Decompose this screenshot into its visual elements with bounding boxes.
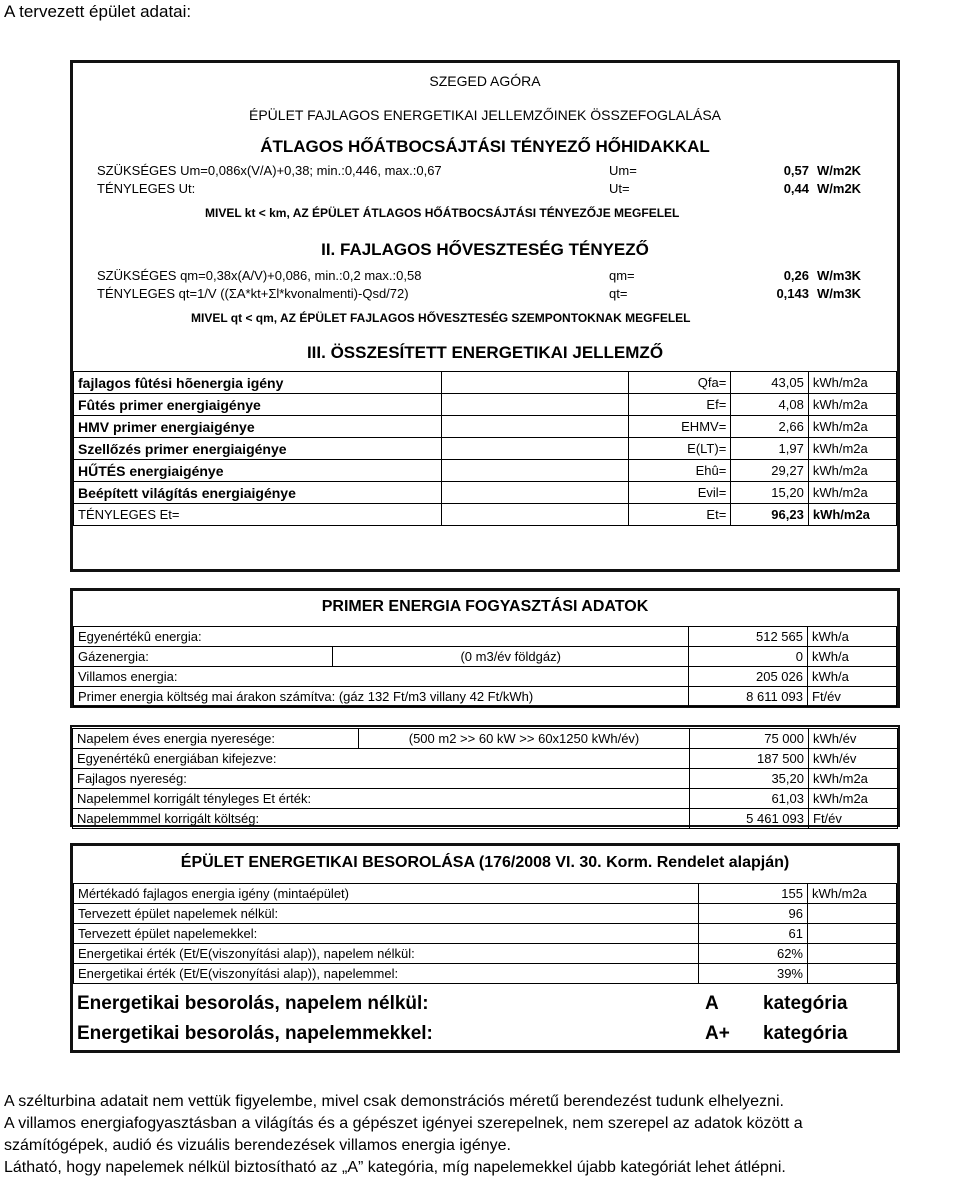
row-unit: kWh/m2a: [809, 769, 898, 789]
row-label: TÉNYLEGES Ut:: [97, 181, 196, 196]
row-unit: kWh/a: [808, 647, 897, 667]
row-label: SZÜKSÉGES qm=0,38x(A/V)+0,086, min.:0,2 max.:0,58: [97, 268, 422, 283]
energy-total-symbol: Et=: [629, 504, 731, 526]
sec1-row: [73, 181, 897, 196]
grade-value: A: [705, 993, 719, 1014]
row-value: 155: [699, 884, 808, 904]
section1-heading: ÁTLAGOS HŐÁTBOCSÁJTÁSI TÉNYEZŐ HŐHIDAKKAL: [260, 137, 710, 156]
energy-total-value: 96,23: [731, 504, 809, 526]
row-value: 0,44: [783, 181, 809, 196]
data-row: [74, 647, 897, 667]
row-label: Napelemmel korrigált tényleges Et érték:: [73, 789, 690, 809]
classification-panel: [70, 843, 900, 1053]
sec2-row: [73, 268, 897, 283]
energy-value: 29,27: [731, 460, 809, 482]
classification-grades: [73, 989, 897, 1049]
classification-row: [74, 944, 897, 964]
project-title: SZEGED AGÓRA: [429, 73, 541, 89]
row-value: 75 000: [690, 729, 809, 749]
data-row: [74, 687, 897, 707]
energy-row: [74, 482, 897, 504]
classification-title: ÉPÜLET ENERGETIKAI BESOROLÁSA (176/2008 VI. 30. Korm. Rendelet alapján): [180, 854, 790, 871]
primary-energy-table: [73, 626, 897, 707]
sec1-row: [73, 163, 897, 178]
row-label: Egyenértékû energiában kifejezve:: [73, 749, 690, 769]
energy-spacer: [442, 482, 629, 504]
row-value: 8 611 093: [689, 687, 808, 707]
data-row: [74, 667, 897, 687]
row-value: 35,20: [690, 769, 809, 789]
row-value: 0,143: [776, 286, 809, 301]
row-unit: Ft/év: [809, 809, 898, 829]
grade-row: [73, 989, 897, 1019]
energy-value: 2,66: [731, 416, 809, 438]
row-label: Tervezett épület napelemekkel:: [74, 924, 699, 944]
grade-label: Energetikai besorolás, napelem nélkül:: [77, 993, 429, 1014]
row-value: 62%: [699, 944, 808, 964]
energy-unit: kWh/m2a: [808, 460, 896, 482]
energy-spacer: [442, 394, 629, 416]
row-label: Tervezett épület napelemek nélkül:: [74, 904, 699, 924]
data-row: [73, 749, 898, 769]
row-unit: Ft/év: [808, 687, 897, 707]
data-row: [73, 789, 898, 809]
row-unit: [808, 944, 897, 964]
row-unit: kWh/m2a: [808, 884, 897, 904]
energy-symbol: Ef=: [629, 394, 731, 416]
row-unit: [808, 904, 897, 924]
energy-row: [74, 416, 897, 438]
row-label: Mértékadó fajlagos energia igény (mintaépület): [74, 884, 699, 904]
row-unit: kWh/a: [808, 627, 897, 647]
summary-subtitle: ÉPÜLET FAJLAGOS ENERGETIKAI JELLEMZŐINEK ÖSSZEFOGLALÁSA: [249, 107, 721, 123]
row-value: 39%: [699, 964, 808, 984]
row-value: 61: [699, 924, 808, 944]
grade-word: kategória: [763, 1023, 848, 1044]
energy-label: Beépített világítás energiaigénye: [74, 482, 442, 504]
row-value: 512 565: [689, 627, 808, 647]
classification-row: [74, 924, 897, 944]
row-label: TÉNYLEGES qt=1/V ((ΣA*kt+Σl*kvonalmenti)-Qsd/72): [97, 286, 409, 301]
row-label: Energetikai érték (Et/E(viszonyítási alap)), napelem nélkül:: [74, 944, 699, 964]
row-label: Villamos energia:: [74, 667, 689, 687]
energy-total-unit: kWh/m2a: [808, 504, 896, 526]
note-line: A villamos energiafogyasztásban a világítás és a gépészet igényei szerepelnek, nem szerepel az adatok között a: [4, 1115, 803, 1132]
grade-label: Energetikai besorolás, napelemmekkel:: [77, 1023, 433, 1044]
grade-row: [73, 1019, 897, 1049]
energy-symbol: Ehû=: [629, 460, 731, 482]
energy-value: 1,97: [731, 438, 809, 460]
row-unit: kWh/m2a: [809, 789, 898, 809]
energy-symbol: EHMV=: [629, 416, 731, 438]
energy-value: 43,05: [731, 372, 809, 394]
section3-heading: III. ÖSSZESÍTETT ENERGETIKAI JELLEMZŐ: [306, 343, 664, 362]
energy-row: [74, 394, 897, 416]
section1-verdict: MIVEL kt < km, AZ ÉPÜLET ÁTLAGOS HŐÁTBOCSÁJTÁSI TÉNYEZŐJE MEGFELEL: [205, 206, 680, 220]
classification-row: [74, 884, 897, 904]
row-note: (0 m3/év földgáz): [333, 647, 689, 667]
summary-panel: [70, 60, 900, 572]
classification-row: [74, 904, 897, 924]
row-value: 0,26: [783, 268, 809, 283]
energy-spacer: [442, 460, 629, 482]
energy-spacer: [442, 372, 629, 394]
row-unit: W/m2K: [817, 163, 862, 178]
classification-row: [74, 964, 897, 984]
row-label: Napelem éves energia nyeresége:: [73, 729, 359, 749]
data-row: [73, 809, 898, 829]
energy-value: 4,08: [731, 394, 809, 416]
row-unit: W/m3K: [817, 268, 862, 283]
data-row: [73, 729, 898, 749]
energy-spacer: [442, 504, 629, 526]
energy-unit: kWh/m2a: [808, 394, 896, 416]
row-value: 0,57: [783, 163, 809, 178]
row-value: 96: [699, 904, 808, 924]
grade-word: kategória: [763, 993, 848, 1014]
energy-label: Szellőzés primer energiaigénye: [74, 438, 442, 460]
energy-label: Fûtés primer energiaigénye: [74, 394, 442, 416]
row-value: 61,03: [690, 789, 809, 809]
section2-verdict: MIVEL qt < qm, AZ ÉPÜLET FAJLAGOS HŐVESZTESÉG SZEMPONTOKNAK MEGFELEL: [191, 311, 691, 325]
notes: [4, 1091, 803, 1179]
row-symbol: Um=: [609, 163, 637, 178]
row-unit: kWh/év: [809, 729, 898, 749]
row-value: 0: [689, 647, 808, 667]
energy-spacer: [442, 416, 629, 438]
energy-row: [74, 438, 897, 460]
row-label: Napelemmmel korrigált költség:: [73, 809, 690, 829]
row-value: 5 461 093: [690, 809, 809, 829]
note-line: A szélturbina adatait nem vettük figyelembe, mivel csak demonstrációs méretű berendezést tudunk elhelyezni.: [4, 1093, 784, 1110]
sec2-row: [73, 286, 897, 301]
energy-symbol: Qfa=: [629, 372, 731, 394]
row-value: 187 500: [690, 749, 809, 769]
energy-row: [74, 460, 897, 482]
row-label: Primer energia költség mai árakon számítva: (gáz 132 Ft/m3 villany 42 Ft/kWh): [74, 687, 689, 707]
primary-energy-title: PRIMER ENERGIA FOGYASZTÁSI ADATOK: [321, 598, 649, 615]
energy-symbol: E(LT)=: [629, 438, 731, 460]
row-symbol: qt=: [609, 286, 628, 301]
energy-total-row: [74, 504, 897, 526]
classification-table: [73, 883, 897, 984]
row-note: (500 m2 >> 60 kW >> 60x1250 kWh/év): [359, 729, 690, 749]
row-value: 205 026: [689, 667, 808, 687]
energy-row: [74, 372, 897, 394]
row-label: SZÜKSÉGES Um=0,086x(V/A)+0,38; min.:0,446, max.:0,67: [97, 163, 442, 178]
energy-spacer: [442, 438, 629, 460]
row-unit: kWh/a: [808, 667, 897, 687]
energy-unit: kWh/m2a: [808, 416, 896, 438]
energy-label: fajlagos fûtési hõenergia igény: [74, 372, 442, 394]
row-symbol: qm=: [609, 268, 635, 283]
solar-table: [72, 728, 898, 829]
note-line: számítógépek, audió és vizuális berendezések villamos energia igénye.: [4, 1137, 511, 1154]
energy-label: HMV primer energiaigénye: [74, 416, 442, 438]
energy-unit: kWh/m2a: [808, 372, 896, 394]
solar-panel: [70, 725, 900, 827]
row-label: Energetikai érték (Et/E(viszonyítási alap)), napelemmel:: [74, 964, 699, 984]
grade-value: A+: [705, 1023, 730, 1044]
energy-table: [73, 371, 897, 526]
intro-heading: A tervezett épület adatai:: [4, 2, 192, 21]
row-unit: W/m2K: [817, 181, 862, 196]
row-label: Gázenergia:: [74, 647, 333, 667]
row-unit: [808, 924, 897, 944]
energy-symbol: Evil=: [629, 482, 731, 504]
row-unit: W/m3K: [817, 286, 862, 301]
energy-unit: kWh/m2a: [808, 438, 896, 460]
section2-heading: II. FAJLAGOS HŐVESZTESÉG TÉNYEZŐ: [321, 240, 649, 259]
energy-unit: kWh/m2a: [808, 482, 896, 504]
data-row: [73, 769, 898, 789]
row-label: Egyenértékû energia:: [74, 627, 689, 647]
row-unit: [808, 964, 897, 984]
energy-value: 15,20: [731, 482, 809, 504]
energy-label: HŰTÉS energiaigénye: [74, 460, 442, 482]
energy-total-label: TÉNYLEGES Et=: [74, 504, 442, 526]
row-label: Fajlagos nyereség:: [73, 769, 690, 789]
note-line: Látható, hogy napelemek nélkül biztosítható az „A” kategória, míg napelemekkel újabb kategóriát lehet átlépni.: [4, 1159, 786, 1176]
primary-energy-panel: [70, 588, 900, 708]
row-symbol: Ut=: [609, 181, 630, 196]
data-row: [74, 627, 897, 647]
row-unit: kWh/év: [809, 749, 898, 769]
